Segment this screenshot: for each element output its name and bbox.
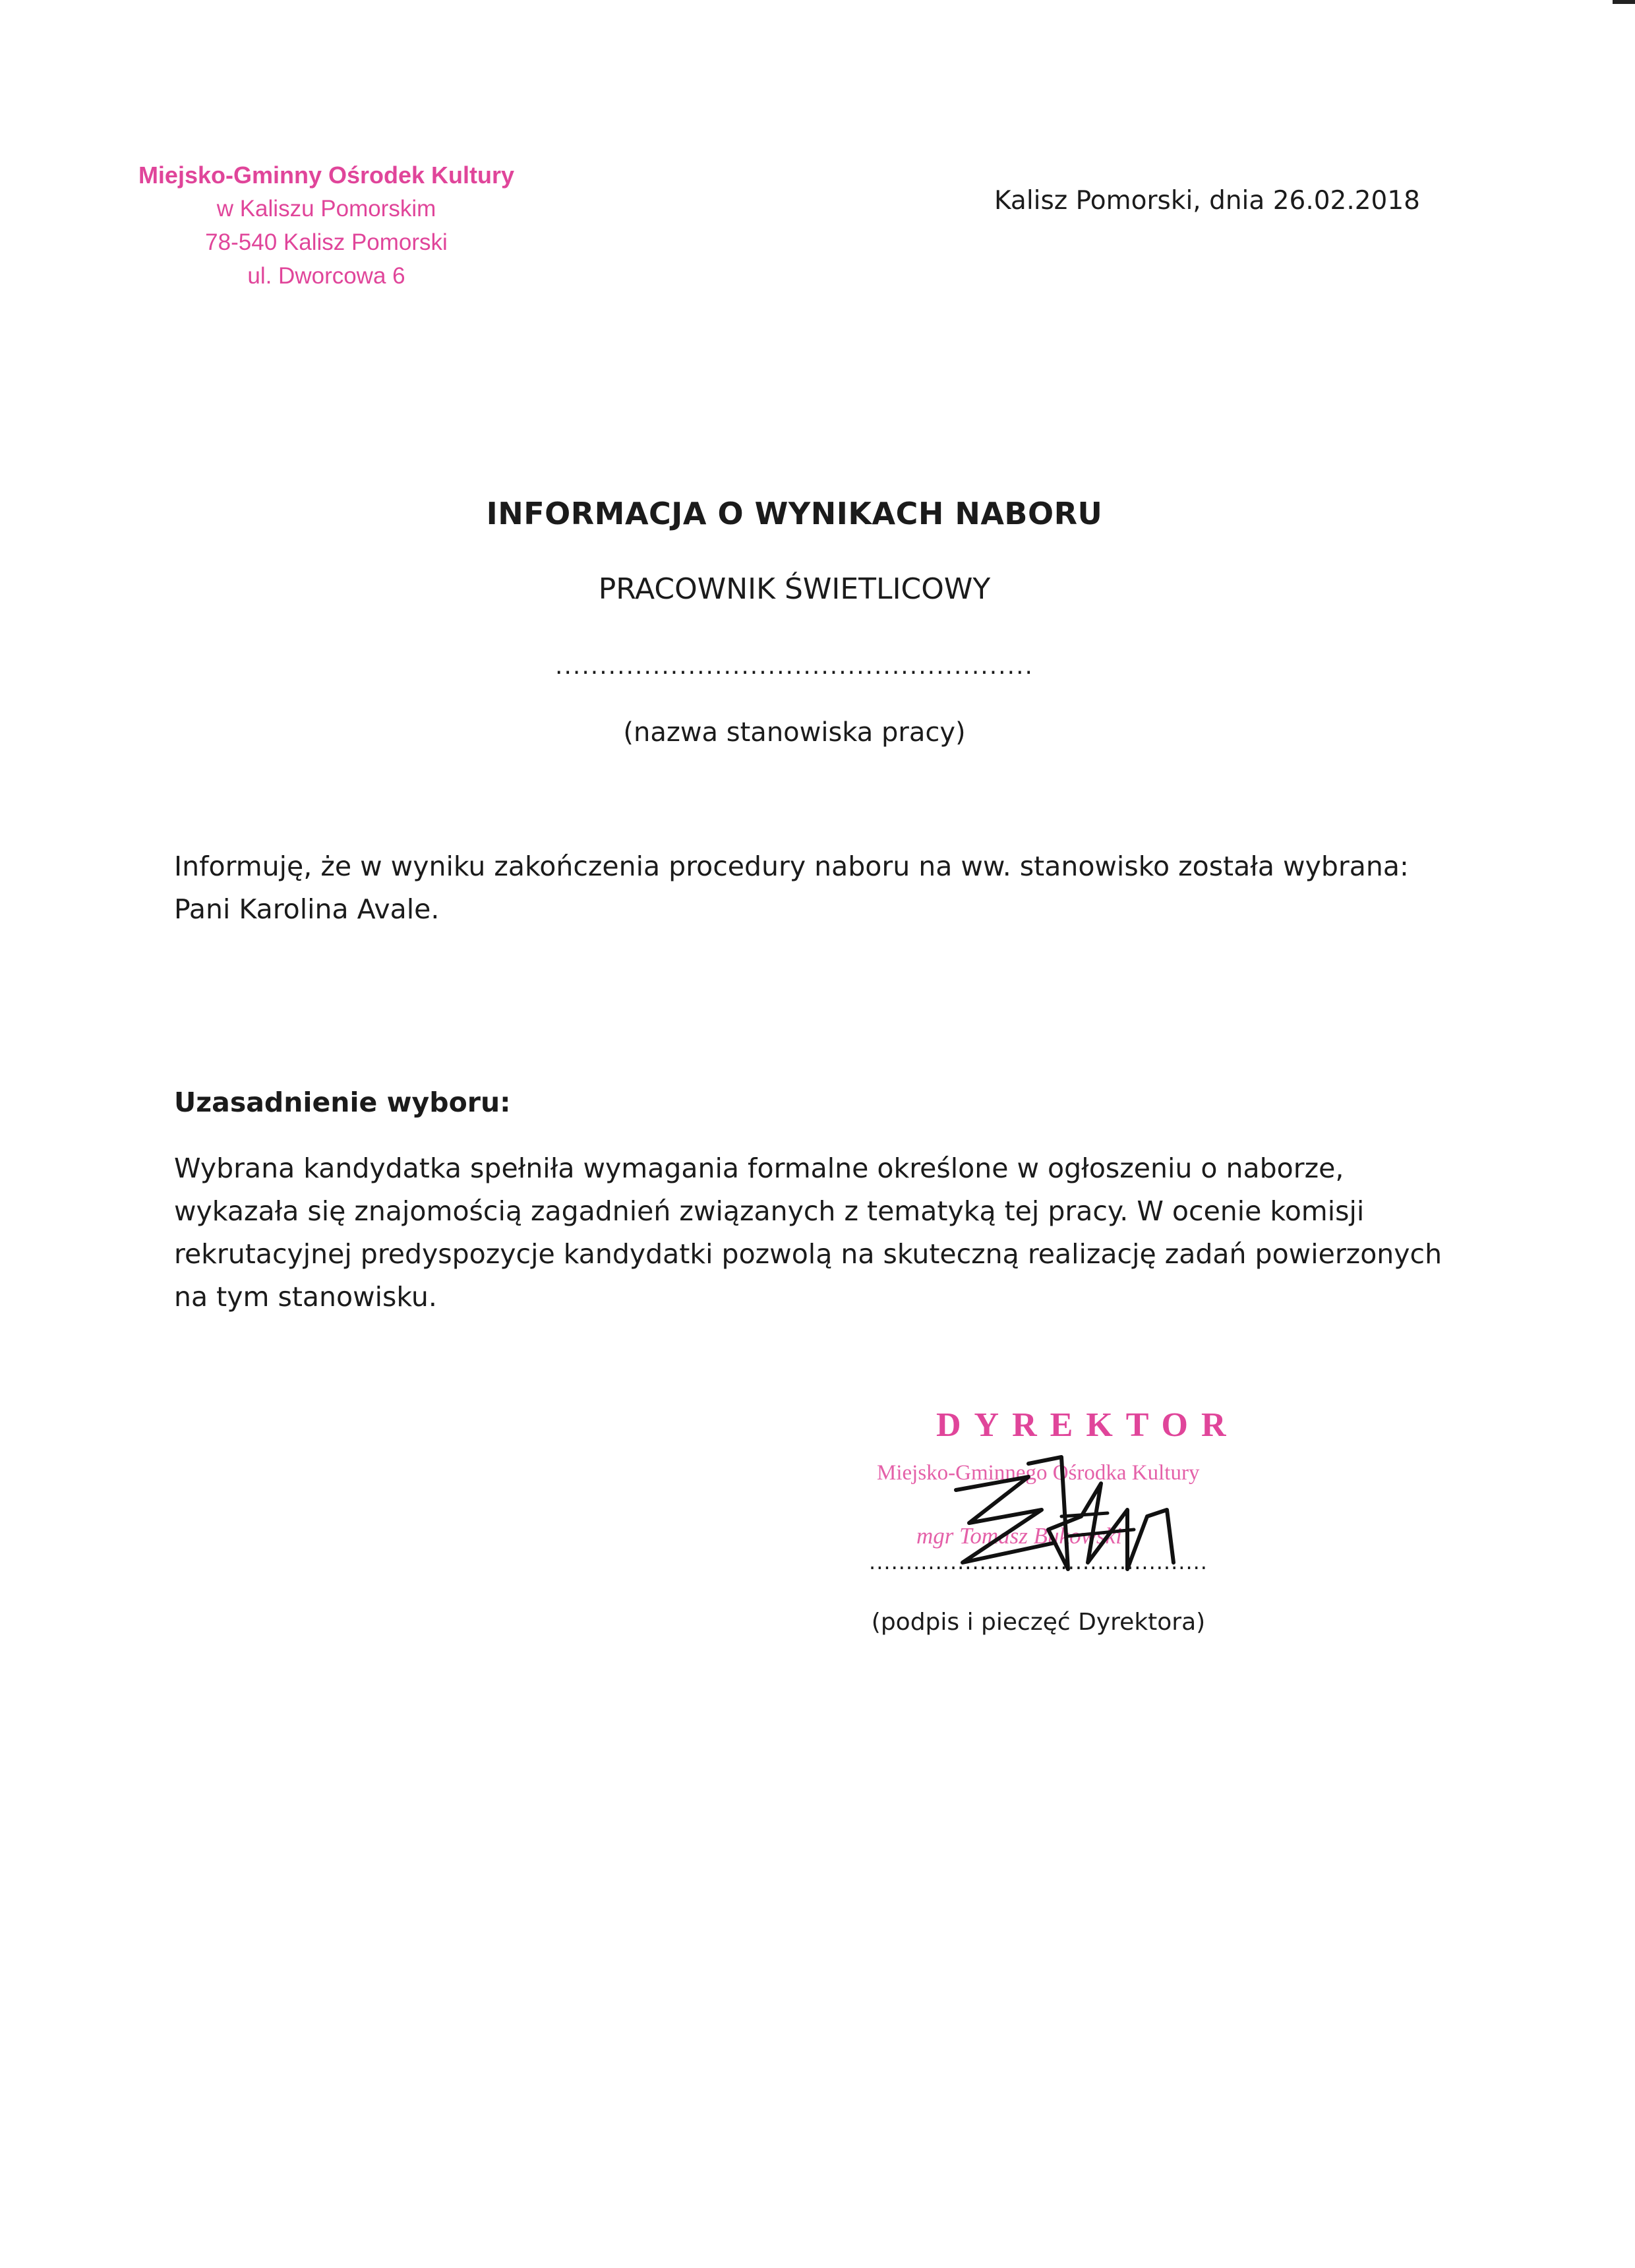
justification-line: na tym stanowisku. (174, 1281, 437, 1313)
director-stamp-title: DYREKTOR (936, 1406, 1239, 1444)
stamp-line-postcode: 78-540 Kalisz Pomorski (205, 229, 448, 255)
institution-stamp (125, 158, 527, 293)
document-title: INFORMACJA O WYNIKACH NABORU (486, 496, 1103, 531)
stamp-line-street: ul. Dworcowa 6 (247, 263, 405, 289)
justification-line: rekrutacyjnej predyspozycje kandydatki pozwolą na skuteczną realizację zadań powierzonych (174, 1238, 1442, 1270)
signature-dotted-line: .............................................. (869, 1549, 1208, 1574)
signature-caption: (podpis i pieczęć Dyrektora) (871, 1609, 1206, 1636)
result-paragraph (174, 845, 1479, 931)
position-dotted-line: ...................................................... (555, 653, 1034, 680)
justification-heading: Uzasadnienie wyboru: (174, 1087, 511, 1118)
position-name: PRACOWNIK ŚWIETLICOWY (598, 572, 991, 606)
justification-line: wykazała się znajomością zagadnień związanych z tematyką tej pracy. W ocenie komisji (174, 1195, 1365, 1227)
director-stamp-institution: Miejsko-Gminnego Ośrodka Kultury (877, 1461, 1200, 1485)
justification-paragraph (174, 1147, 1479, 1319)
justification-line: Wybrana kandydatka spełniła wymagania formalne określone w ogłoszeniu o naborze, (174, 1152, 1344, 1184)
result-line: Informuję, że w wyniku zakończenia procedury naboru na ww. stanowisko została wybrana: (174, 850, 1409, 882)
selected-candidate: Pani Karolina Avale. (174, 893, 440, 925)
position-caption: (nazwa stanowiska pracy) (623, 717, 966, 748)
stamp-line-city: w Kaliszu Pomorskim (216, 196, 436, 222)
scan-edge-mark (1613, 0, 1635, 4)
place-and-date: Kalisz Pomorski, dnia 26.02.2018 (994, 186, 1420, 216)
director-stamp-person: mgr Tomasz Bukowski (916, 1523, 1122, 1549)
stamp-line-institution: Miejsko-Gminny Ośrodek Kultury (138, 162, 515, 189)
